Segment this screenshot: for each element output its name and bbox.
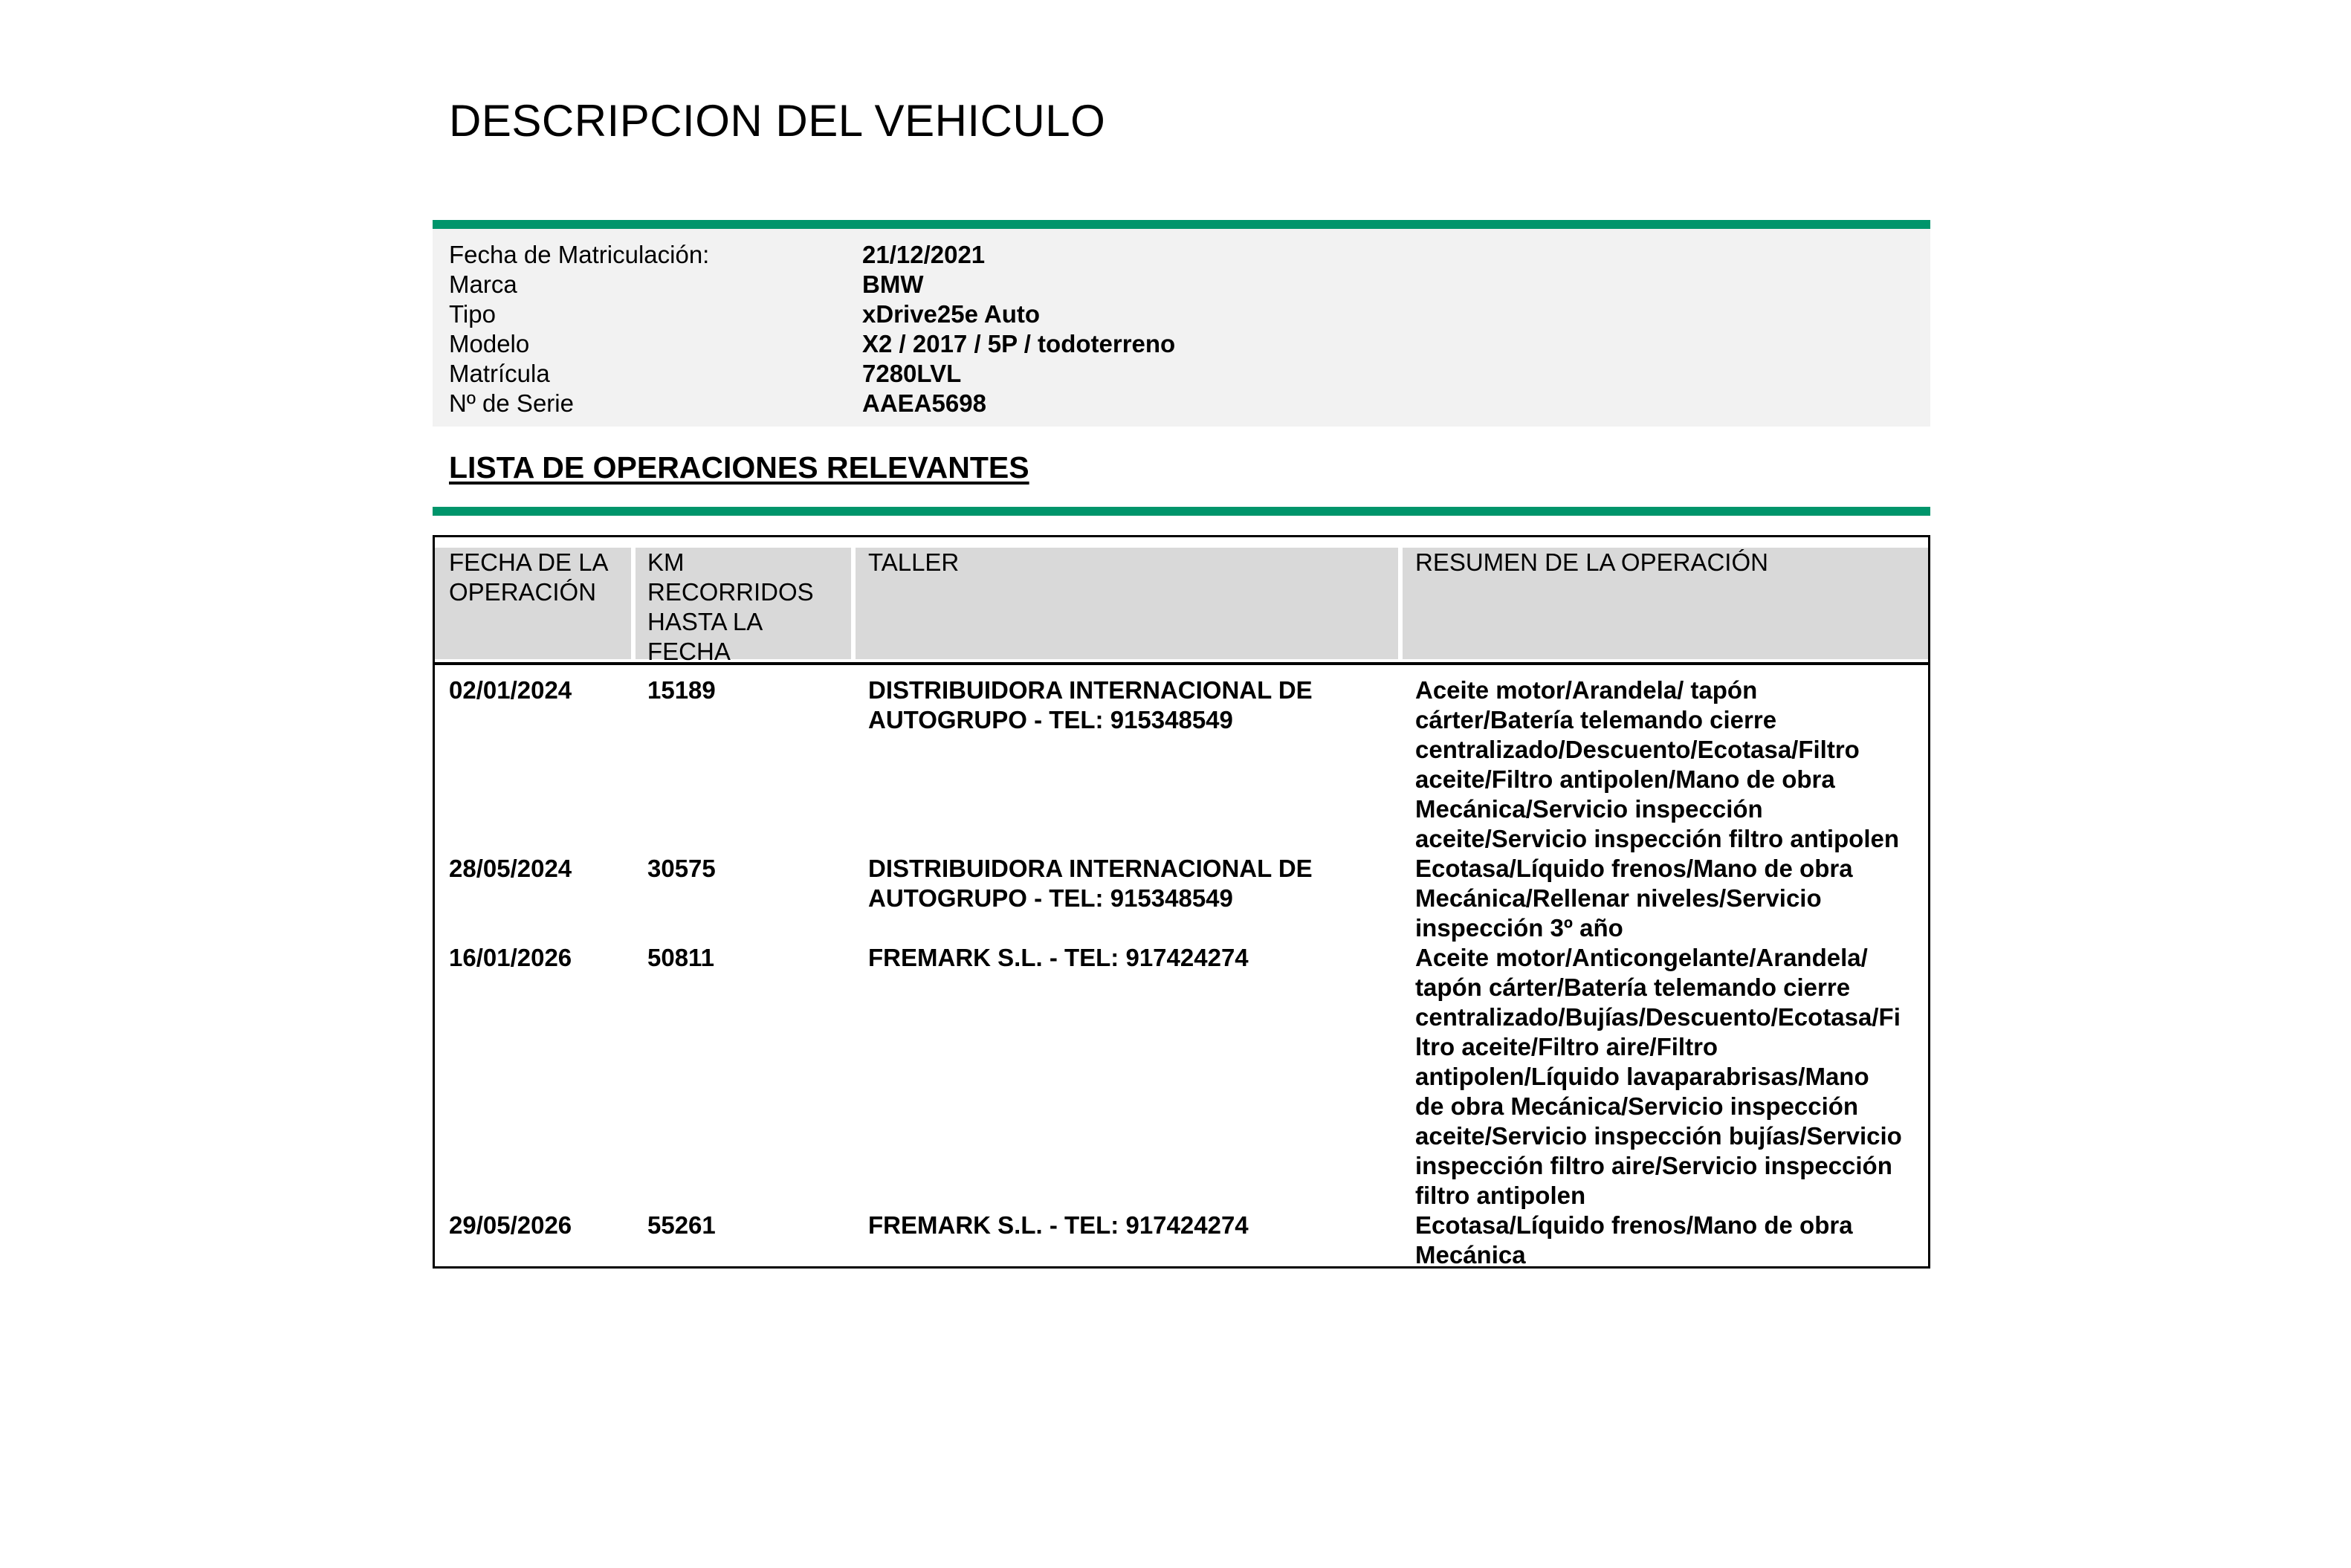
row-1-workshop: DISTRIBUIDORA INTERNACIONAL DE AUTOGRUPO - TEL: 915348549 [868,676,1313,733]
row-2-km: 30575 [647,855,716,882]
row-4-workshop: FREMARK S.L. - TEL: 917424274 [868,1211,1249,1239]
field-label: Tipo [449,300,496,328]
operations-table [433,535,1930,1269]
column-header-date: FECHA DE LA OPERACIÓN [449,548,609,606]
field-label: Marca [449,270,517,298]
page-title: DESCRIPCION DEL VEHICULO [449,96,1106,146]
field-value: 21/12/2021 [862,241,986,268]
row-3-workshop: FREMARK S.L. - TEL: 917424274 [868,944,1249,971]
column-header-workshop: TALLER [868,548,960,576]
row-2-date: 28/05/2024 [449,855,572,882]
operations-heading: LISTA DE OPERACIONES RELEVANTES [449,450,1029,485]
field-label: Nº de Serie [449,389,574,417]
row-4-date: 29/05/2026 [449,1211,572,1239]
section-divider [433,507,1930,516]
row-4-summary: Ecotasa/Líquido frenos/Mano de obra Mecánica [1415,1211,1853,1269]
field-value: AAEA5698 [862,389,986,417]
row-1-date: 02/01/2024 [449,676,572,704]
row-2-summary: Ecotasa/Líquido frenos/Mano de obra Mecánica/Rellenar niveles/Servicio inspección 3º año [1415,855,1853,942]
field-label: Fecha de Matriculación: [449,241,710,268]
field-value: 7280LVL [862,360,962,387]
field-value: X2 / 2017 / 5P / todoterreno [862,330,1176,357]
table-header [435,537,1928,665]
column-header-summary: RESUMEN DE LA OPERACIÓN [1415,548,1768,576]
row-1-km: 15189 [647,676,716,704]
row-2-workshop: DISTRIBUIDORA INTERNACIONAL DE AUTOGRUPO - TEL: 915348549 [868,855,1313,912]
column-header-km: KM RECORRIDOS HASTA LA FECHA [647,548,814,665]
row-4-km: 55261 [647,1211,716,1239]
vehicle-details [433,229,1930,427]
section-divider [433,220,1930,229]
field-label: Modelo [449,330,530,357]
row-3-date: 16/01/2026 [449,944,572,971]
field-label: Matrícula [449,360,550,387]
row-1-summary: Aceite motor/Arandela/ tapón cárter/Batería telemando cierre centralizado/Descuento/Ecotasa/Filtro aceite/Filtro antipolen/Mano de obra Mecánica/Servicio inspección aceite/Servicio inspección filtro antipolen [1415,676,1900,852]
row-3-km: 50811 [647,944,714,971]
field-value: xDrive25e Auto [862,300,1041,328]
row-3-summary: Aceite motor/Anticongelante/Arandela/ tapón cárter/Batería telemando cierre centralizado/Bujías/Descuento/Ecotasa/Fi ltro aceite/Filtro aire/Filtro antipolen/Líquido lavaparabrisas/Mano de obra Mecánica/Servicio inspección aceite/Servicio inspección bujías/Servicio inspección filtro aire/Servicio inspección filtro antipolen [1415,944,1902,1209]
field-value: BMW [862,270,924,298]
